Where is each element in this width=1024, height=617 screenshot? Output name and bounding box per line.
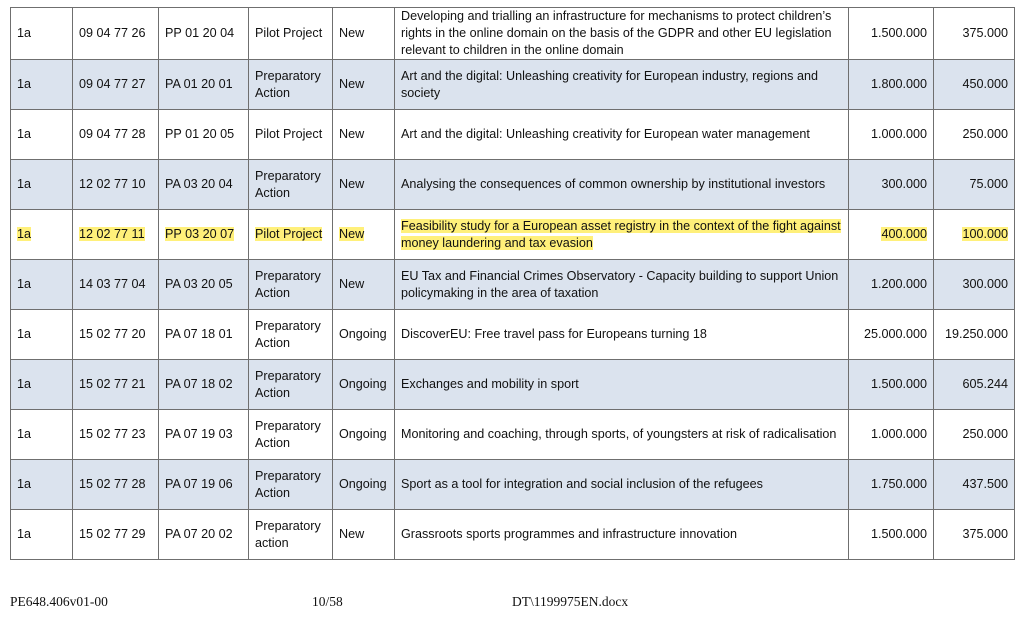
action-code-cell [159,360,249,410]
budget-line-cell-text: 12 02 77 10 [79,177,146,191]
action-code-cell-text: PP 03 20 07 [165,227,235,241]
commitments-cell-text: 1.800.000 [870,77,927,91]
title-cell-text: EU Tax and Financial Crimes Observatory - Capacity building to support Union policymaking in the area of taxation [401,268,839,300]
heading-cell [11,210,73,260]
status-cell-text: New [339,277,365,291]
budget-line-cell [73,410,159,460]
heading-cell-text: 1a [17,77,32,91]
status-cell [333,510,395,560]
table-row [11,110,1015,160]
budget-line-cell [73,8,159,60]
status-cell-text: New [339,77,365,91]
status-cell-text: New [339,527,365,541]
title-cell [395,210,849,260]
action-type-cell [249,310,333,360]
status-cell-text: New [339,127,365,141]
action-type-cell [249,8,333,60]
commitments-cell-text: 1.000.000 [870,127,927,141]
title-cell-text: Sport as a tool for integration and social inclusion of the refugees [401,477,763,491]
status-cell [333,260,395,310]
title-cell-text: Grassroots sports programmes and infrastructure innovation [401,527,737,541]
table-row [11,360,1015,410]
budget-line-cell-text: 09 04 77 26 [79,26,146,40]
table-row [11,260,1015,310]
table-row [11,310,1015,360]
title-cell-text: Exchanges and mobility in sport [401,377,579,391]
title-cell [395,460,849,510]
commitments-cell-text: 1.000.000 [870,427,927,441]
title-cell-text: Developing and trialling an infrastructure for mechanisms to protect children’s rights in the online domain on the basis of the GDPR and other EU legislation relevant to children in the online domain [401,9,832,57]
title-cell-text: Monitoring and coaching, through sports, of youngsters at risk of radicalisation [401,427,837,441]
budget-line-cell [73,460,159,510]
budget-line-cell-text: 15 02 77 20 [79,327,146,341]
status-cell [333,60,395,110]
budget-line-cell [73,310,159,360]
budget-line-cell [73,210,159,260]
title-cell [395,8,849,60]
budget-line-cell-text: 09 04 77 27 [79,77,146,91]
heading-cell [11,160,73,210]
table-row [11,460,1015,510]
commitments-cell-text: 1.500.000 [870,527,927,541]
commitments-cell [849,360,934,410]
heading-cell-text: 1a [17,177,32,191]
table-row [11,510,1015,560]
title-cell [395,360,849,410]
payments-cell [934,8,1015,60]
commitments-cell-text: 300.000 [881,177,927,191]
commitments-cell-text: 1.500.000 [870,377,927,391]
status-cell [333,460,395,510]
commitments-cell [849,460,934,510]
title-cell [395,160,849,210]
status-cell [333,160,395,210]
action-code-cell-text: PP 01 20 04 [165,26,235,40]
status-cell-text: Ongoing [339,477,387,491]
budget-line-cell [73,260,159,310]
heading-cell-text: 1a [17,26,32,40]
action-code-cell-text: PP 01 20 05 [165,127,235,141]
commitments-cell [849,210,934,260]
action-type-cell [249,510,333,560]
heading-cell [11,260,73,310]
action-code-cell [159,60,249,110]
payments-cell [934,60,1015,110]
action-code-cell [159,210,249,260]
action-code-cell [159,460,249,510]
action-type-cell-text: Preparatory Action [255,468,321,500]
payments-cell-text: 450.000 [962,77,1008,91]
budget-line-cell [73,160,159,210]
action-type-cell [249,160,333,210]
title-cell [395,310,849,360]
action-code-cell [159,110,249,160]
heading-cell [11,410,73,460]
payments-cell [934,360,1015,410]
budget-lines-table [10,7,1015,560]
commitments-cell-text: 1.500.000 [870,26,927,40]
payments-cell [934,160,1015,210]
table-row [11,8,1015,60]
status-cell-text: New [339,177,365,191]
action-code-cell [159,410,249,460]
payments-cell-text: 100.000 [962,227,1008,241]
commitments-cell [849,410,934,460]
action-type-cell-text: Pilot Project [255,127,323,141]
status-cell-text: New [339,26,365,40]
status-cell [333,310,395,360]
page-number: 10/58 [312,594,343,609]
payments-cell-text: 19.250.000 [944,327,1008,341]
action-code-cell-text: PA 03 20 04 [165,177,233,191]
action-code-cell-text: PA 03 20 05 [165,277,233,291]
budget-line-cell-text: 15 02 77 21 [79,377,146,391]
document-reference: PE648.406v01-00 [10,594,108,609]
table-row [11,410,1015,460]
commitments-cell [849,110,934,160]
action-code-cell-text: PA 07 19 06 [165,477,233,491]
budget-line-cell-text: 09 04 77 28 [79,127,146,141]
heading-cell [11,60,73,110]
action-type-cell-text: Preparatory Action [255,318,321,350]
action-code-cell [159,8,249,60]
status-cell-text: Ongoing [339,377,387,391]
action-type-cell [249,60,333,110]
payments-cell [934,110,1015,160]
heading-cell-text: 1a [17,127,32,141]
title-cell-text: Feasibility study for a European asset registry in the context of the fight against money laundering and tax evasion [401,218,841,250]
file-name: DT\1199975EN.docx [512,594,629,609]
status-cell-text: Ongoing [339,427,387,441]
heading-cell-text: 1a [17,427,32,441]
action-type-cell-text: Pilot Project [255,227,323,241]
payments-cell-text: 375.000 [962,26,1008,40]
commitments-cell-text: 1.200.000 [870,277,927,291]
commitments-cell-text: 400.000 [881,227,927,241]
action-code-cell-text: PA 07 18 01 [165,327,233,341]
payments-cell [934,510,1015,560]
action-type-cell [249,110,333,160]
action-code-cell-text: PA 07 18 02 [165,377,233,391]
action-code-cell [159,160,249,210]
heading-cell-text: 1a [17,477,32,491]
commitments-cell [849,160,934,210]
action-type-cell-text: Preparatory Action [255,368,321,400]
budget-line-cell-text: 14 03 77 04 [79,277,146,291]
payments-cell [934,310,1015,360]
heading-cell [11,510,73,560]
heading-cell-text: 1a [17,277,32,291]
payments-cell [934,410,1015,460]
action-code-cell [159,260,249,310]
budget-line-cell-text: 12 02 77 11 [79,227,145,241]
budget-line-cell-text: 15 02 77 29 [79,527,146,541]
heading-cell [11,460,73,510]
action-type-cell-text: Preparatory Action [255,418,321,450]
budget-line-cell [73,60,159,110]
title-cell [395,410,849,460]
status-cell [333,210,395,260]
action-type-cell-text: Preparatory Action [255,268,321,300]
action-type-cell [249,360,333,410]
payments-cell [934,260,1015,310]
payments-cell [934,460,1015,510]
heading-cell [11,8,73,60]
table-row [11,160,1015,210]
heading-cell-text: 1a [17,377,32,391]
heading-cell-text: 1a [17,327,32,341]
budget-line-cell [73,510,159,560]
title-cell [395,60,849,110]
commitments-cell-text: 25.000.000 [863,327,927,341]
action-code-cell-text: PA 07 20 02 [165,527,233,541]
action-code-cell-text: PA 01 20 01 [165,77,233,91]
table-row [11,210,1015,260]
action-type-cell-text: Preparatory Action [255,168,321,200]
payments-cell-text: 250.000 [962,427,1008,441]
title-cell-text: Art and the digital: Unleashing creativity for European industry, regions and society [401,68,818,100]
table-body [11,8,1015,560]
status-cell-text: New [339,227,365,241]
action-code-cell [159,510,249,560]
table-row [11,60,1015,110]
heading-cell [11,360,73,410]
action-type-cell-text: Preparatory action [255,518,321,550]
action-type-cell [249,460,333,510]
payments-cell-text: 300.000 [962,277,1008,291]
budget-line-cell-text: 15 02 77 28 [79,477,146,491]
commitments-cell [849,60,934,110]
status-cell [333,410,395,460]
status-cell [333,8,395,60]
budget-line-cell [73,360,159,410]
action-type-cell-text: Preparatory Action [255,68,321,100]
action-code-cell [159,310,249,360]
action-type-cell [249,210,333,260]
commitments-cell-text: 1.750.000 [870,477,927,491]
action-code-cell-text: PA 07 19 03 [165,427,233,441]
action-type-cell [249,410,333,460]
status-cell-text: Ongoing [339,327,387,341]
title-cell [395,510,849,560]
payments-cell-text: 250.000 [962,127,1008,141]
payments-cell [934,210,1015,260]
budget-table-container [10,7,1014,560]
payments-cell-text: 605.244 [962,377,1008,391]
commitments-cell [849,8,934,60]
heading-cell-text: 1a [17,227,32,241]
title-cell [395,260,849,310]
action-type-cell-text: Pilot Project [255,26,323,40]
title-cell-text: Analysing the consequences of common ownership by institutional investors [401,177,826,191]
title-cell-text: DiscoverEU: Free travel pass for Europeans turning 18 [401,327,707,341]
commitments-cell [849,310,934,360]
heading-cell-text: 1a [17,527,32,541]
heading-cell [11,110,73,160]
payments-cell-text: 437.500 [962,477,1008,491]
budget-line-cell [73,110,159,160]
commitments-cell [849,260,934,310]
title-cell [395,110,849,160]
title-cell-text: Art and the digital: Unleashing creativity for European water management [401,127,810,141]
payments-cell-text: 375.000 [962,527,1008,541]
payments-cell-text: 75.000 [969,177,1008,191]
action-type-cell [249,260,333,310]
budget-line-cell-text: 15 02 77 23 [79,427,146,441]
status-cell [333,110,395,160]
commitments-cell [849,510,934,560]
status-cell [333,360,395,410]
heading-cell [11,310,73,360]
